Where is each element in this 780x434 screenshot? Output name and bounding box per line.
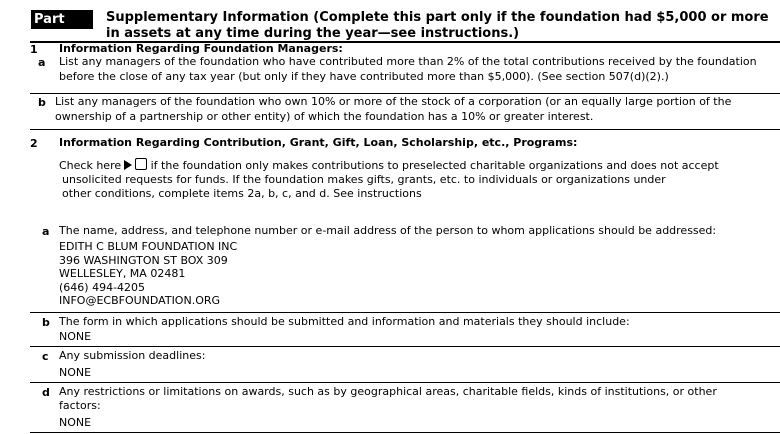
item-1a-letter: a [38, 56, 46, 69]
check-text-3: other conditions, complete items 2a, b, c, and d. See instructions [62, 187, 422, 200]
item-2d-answer: NONE [59, 416, 92, 429]
item-1b-text: List any managers of the foundation who own 10% or more of the stock of a corporation (or an equally large portion of the ownership of a partnership or other entity) of which the foundation has a 10% or greater interest. [55, 95, 732, 123]
divider-2b [30, 346, 780, 347]
address-line-email: INFO@ECBFOUNDATION.ORG [59, 294, 221, 308]
part-title: Supplementary Information (Complete this part only if the foundation had $5,000 or more in assets at any time during the year—see instructions.) [106, 10, 769, 41]
section-1-heading: Information Regarding Foundation Managers: [59, 42, 343, 55]
part-badge: Part XIV [31, 10, 93, 29]
item-2d-letter: d [42, 386, 50, 399]
item-2b-answer: NONE [59, 330, 92, 343]
section-2-heading: Information Regarding Contribution, Grant, Gift, Loan, Scholarship, etc., Programs: [59, 136, 578, 149]
check-here-label: Check here [59, 159, 122, 172]
divider-1a [30, 93, 780, 94]
section-1-number: 1 [30, 43, 38, 56]
address-line-street: 396 WASHINGTON ST BOX 309 [59, 253, 228, 267]
check-text-1: if the foundation only makes contributions to preselected charitable organizations and does not accept [150, 159, 719, 172]
address-line-name: EDITH C BLUM FOUNDATION INC [59, 240, 238, 253]
arrow-right-icon [124, 160, 132, 170]
item-2c-letter: c [42, 350, 49, 363]
item-1a-text: List any managers of the foundation who have contributed more than 2% of the total contributions received by the foundation before the close of any tax year (but only if they have contributed more than $5,000). (See section 507(d)(2).) [59, 55, 757, 83]
item-2b-text: The form in which applications should be submitted and information and materials they should include: [59, 315, 630, 328]
item-2a-text: The name, address, and telephone number or e-mail address of the person to whom applications should be addressed: [59, 224, 717, 237]
address-line-phone: (646) 494-4205 [59, 280, 146, 294]
divider-1b [30, 129, 780, 130]
section-2-number: 2 [30, 137, 38, 150]
applicant-address-block [59, 240, 237, 308]
divider-2a [30, 312, 780, 313]
address-line-city: WELLESLEY, MA 02481 [59, 267, 186, 281]
preselected-only-checkbox[interactable] [135, 158, 147, 170]
item-2c-text: Any submission deadlines: [59, 349, 206, 362]
item-1b-letter: b [38, 96, 46, 109]
item-2b-letter: b [42, 316, 50, 329]
item-2c-answer: NONE [59, 366, 92, 379]
check-here-row [59, 158, 719, 174]
item-2d-text-1: Any restrictions or limitations on awards, such as by geographical areas, charitable fields, kinds of institutions, or other [59, 385, 717, 398]
divider-2d [30, 432, 780, 433]
item-2d-text-2: factors: [59, 399, 101, 412]
divider-2c [30, 382, 780, 383]
item-2a-letter: a [42, 225, 50, 238]
check-text-2: unsolicited requests for funds. If the foundation makes gifts, grants, etc. to individuals or organizations under [62, 173, 666, 186]
